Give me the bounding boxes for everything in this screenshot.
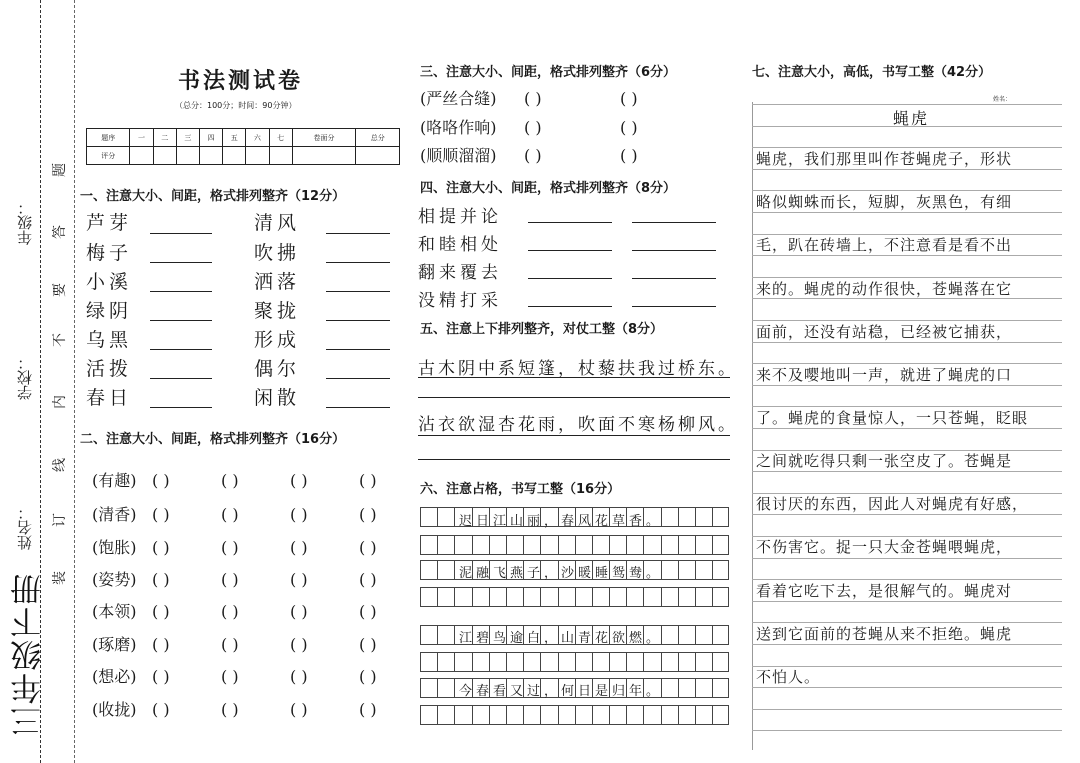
grid-cell[interactable] bbox=[661, 678, 678, 698]
section2-word: (姿势) bbox=[92, 570, 137, 589]
grid-cell[interactable] bbox=[609, 535, 626, 555]
seal-char: 线 bbox=[52, 458, 68, 472]
grid-cell[interactable] bbox=[626, 652, 643, 672]
section2-row bbox=[92, 599, 428, 622]
score-header-cell: 二 bbox=[153, 129, 176, 147]
section6-line: 江碧鸟逾白，山青花欲燃。 bbox=[459, 631, 664, 646]
answer-paren[interactable]: ( ) bbox=[290, 538, 308, 557]
seal-char: 装 bbox=[52, 571, 68, 585]
ruled-line bbox=[752, 255, 1062, 256]
section3-word: (顺顺溜溜) bbox=[420, 146, 497, 165]
section4-word: 和睦相处 bbox=[418, 235, 502, 255]
section3-row bbox=[420, 86, 716, 109]
answer-paren[interactable]: ( ) bbox=[290, 700, 308, 719]
passage-line: 略似蜘蛛而长，短脚，灰黑色，有细 bbox=[756, 193, 1013, 211]
section1-right-word: 偶尔 bbox=[254, 358, 301, 380]
section1-right-word: 形成 bbox=[254, 329, 301, 351]
writing-blank[interactable] bbox=[528, 278, 612, 279]
section5-heading: 五、注意上下排列整齐，对仗工整（8分） bbox=[420, 322, 664, 337]
score-header-cell: 卷面分 bbox=[292, 129, 356, 147]
grid-cell[interactable] bbox=[472, 535, 489, 555]
section3-word: (严丝合缝) bbox=[420, 89, 497, 108]
answer-paren[interactable]: ( ) bbox=[221, 602, 239, 621]
grid-cell[interactable] bbox=[661, 705, 678, 725]
grid-cell[interactable] bbox=[575, 587, 592, 607]
grid-cell[interactable] bbox=[695, 652, 712, 672]
grid-cell[interactable] bbox=[523, 705, 540, 725]
score-header-cell: 一 bbox=[130, 129, 153, 147]
grid-cell[interactable] bbox=[712, 678, 729, 698]
grid-cell[interactable] bbox=[472, 705, 489, 725]
answer-paren[interactable]: ( ) bbox=[152, 471, 170, 490]
answer-paren[interactable]: ( ) bbox=[524, 89, 542, 108]
grid-cell[interactable] bbox=[489, 535, 506, 555]
section2-heading: 二、注意大小、间距，格式排列整齐（16分） bbox=[80, 432, 346, 447]
grid-cell[interactable] bbox=[437, 507, 454, 527]
grid-cell[interactable] bbox=[523, 652, 540, 672]
score-cell[interactable] bbox=[356, 147, 400, 165]
writing-blank[interactable] bbox=[632, 278, 716, 279]
section2-row bbox=[92, 664, 428, 687]
grid-cell[interactable] bbox=[437, 587, 454, 607]
section2-row bbox=[92, 697, 428, 720]
binding-line-inner bbox=[74, 0, 75, 763]
writing-blank[interactable] bbox=[418, 397, 730, 398]
answer-paren[interactable]: ( ) bbox=[359, 538, 377, 557]
score-header-cell: 五 bbox=[223, 129, 246, 147]
score-table-score-row bbox=[87, 147, 400, 165]
writing-blank[interactable] bbox=[326, 349, 390, 350]
grid-cell[interactable] bbox=[420, 535, 437, 555]
writing-blank[interactable] bbox=[150, 320, 212, 321]
passage-line: 来的。蝇虎的动作很快，苍蝇落在它 bbox=[756, 280, 1013, 298]
grid-cell[interactable] bbox=[712, 705, 729, 725]
grid-cell[interactable] bbox=[643, 705, 660, 725]
grid-cell[interactable] bbox=[678, 507, 695, 527]
grid-cell[interactable] bbox=[540, 535, 557, 555]
answer-paren[interactable]: ( ) bbox=[290, 471, 308, 490]
grid-cell[interactable] bbox=[454, 652, 471, 672]
grid-cell[interactable] bbox=[712, 507, 729, 527]
ruled-line bbox=[752, 558, 1062, 559]
section1-left-word: 小溪 bbox=[86, 271, 133, 293]
grid-cell[interactable] bbox=[678, 652, 695, 672]
section1-right-word: 聚拢 bbox=[254, 300, 301, 322]
score-header-cell: 四 bbox=[199, 129, 222, 147]
section1-right-word: 清风 bbox=[254, 212, 301, 234]
passage-line: 来不及嘤地叫一声，就进了蝇虎的口 bbox=[756, 366, 1013, 384]
grid-cell[interactable] bbox=[437, 535, 454, 555]
score-cell[interactable] bbox=[292, 147, 356, 165]
section6-line: 泥融飞燕子，沙暖睡鸳鸯。 bbox=[459, 566, 664, 581]
answer-paren[interactable]: ( ) bbox=[290, 505, 308, 524]
school-label: 学校： bbox=[16, 355, 34, 400]
score-cell[interactable] bbox=[153, 147, 176, 165]
grid-cell[interactable] bbox=[437, 625, 454, 645]
answer-paren[interactable]: ( ) bbox=[152, 667, 170, 686]
answer-paren[interactable]: ( ) bbox=[221, 471, 239, 490]
answer-paren[interactable]: ( ) bbox=[290, 602, 308, 621]
section2-row bbox=[92, 468, 428, 491]
grid-cell[interactable] bbox=[712, 535, 729, 555]
grid-cell[interactable] bbox=[575, 705, 592, 725]
grid-cell[interactable] bbox=[712, 587, 729, 607]
grid-cell[interactable] bbox=[575, 535, 592, 555]
writing-blank[interactable] bbox=[326, 378, 390, 379]
answer-paren[interactable]: ( ) bbox=[152, 700, 170, 719]
ruled-line bbox=[752, 687, 1062, 688]
grid-cell[interactable] bbox=[626, 587, 643, 607]
score-cell[interactable] bbox=[246, 147, 269, 165]
grid-row bbox=[420, 587, 730, 607]
passage-line: 毛，趴在砖墙上，不注意看是看不出 bbox=[756, 236, 1013, 254]
section1-left-word: 乌黑 bbox=[86, 329, 133, 351]
ruled-line bbox=[752, 709, 1062, 710]
answer-paren[interactable]: ( ) bbox=[221, 570, 239, 589]
seal-char: 不 bbox=[52, 333, 68, 347]
section1-left-word: 活拨 bbox=[86, 358, 133, 380]
grid-cell[interactable] bbox=[678, 560, 695, 580]
writing-blank[interactable] bbox=[418, 377, 730, 378]
grid-cell[interactable] bbox=[420, 705, 437, 725]
section4-heading: 四、注意大小、间距，格式排列整齐（8分） bbox=[420, 181, 677, 196]
grid-cell[interactable] bbox=[678, 535, 695, 555]
seal-char: 题 bbox=[52, 163, 68, 177]
grid-cell[interactable] bbox=[420, 560, 437, 580]
grid-cell[interactable] bbox=[575, 652, 592, 672]
section1-heading: 一、注意大小、间距，格式排列整齐（12分） bbox=[80, 189, 346, 204]
section2-row bbox=[92, 535, 428, 558]
section5-line: 古木阴中系短篷，杖藜扶我过桥东。 bbox=[418, 359, 738, 379]
grid-cell[interactable] bbox=[523, 587, 540, 607]
grid-cell[interactable] bbox=[420, 507, 437, 527]
ruled-line bbox=[752, 212, 1062, 213]
writing-blank[interactable] bbox=[326, 291, 390, 292]
section2-word: (清香) bbox=[92, 505, 137, 524]
grid-cell[interactable] bbox=[420, 625, 437, 645]
section1-right-word: 吹拂 bbox=[254, 242, 301, 264]
section2-word: (想必) bbox=[92, 667, 137, 686]
grid-cell[interactable] bbox=[437, 652, 454, 672]
section6-heading: 六、注意占格，书写工整（16分） bbox=[420, 482, 621, 497]
grid-cell[interactable] bbox=[661, 507, 678, 527]
writing-blank[interactable] bbox=[150, 262, 212, 263]
answer-paren[interactable]: ( ) bbox=[152, 505, 170, 524]
grid-cell[interactable] bbox=[540, 705, 557, 725]
grid-cell[interactable] bbox=[489, 587, 506, 607]
grid-cell[interactable] bbox=[420, 678, 437, 698]
ruled-line bbox=[752, 104, 1062, 105]
grid-cell[interactable] bbox=[695, 507, 712, 527]
grid-cell[interactable] bbox=[695, 625, 712, 645]
seal-char: 答 bbox=[52, 225, 68, 239]
section4-word: 没精打采 bbox=[418, 291, 502, 311]
writing-blank[interactable] bbox=[632, 306, 716, 307]
section2-row bbox=[92, 502, 428, 525]
grid-cell[interactable] bbox=[558, 652, 575, 672]
answer-paren[interactable]: ( ) bbox=[221, 667, 239, 686]
grid-cell[interactable] bbox=[678, 625, 695, 645]
writing-blank[interactable] bbox=[326, 320, 390, 321]
score-header-cell: 题序 bbox=[87, 129, 130, 147]
grid-cell[interactable] bbox=[661, 560, 678, 580]
writing-blank[interactable] bbox=[632, 222, 716, 223]
grid-cell[interactable] bbox=[592, 587, 609, 607]
grid-cell[interactable] bbox=[609, 705, 626, 725]
grid-cell[interactable] bbox=[661, 625, 678, 645]
section1-right-word: 闲散 bbox=[254, 387, 301, 409]
passage-line: 蝇虎，我们那里叫作苍蝇虎子，形状 bbox=[756, 150, 1013, 168]
grid-cell[interactable] bbox=[661, 587, 678, 607]
seal-char: 要 bbox=[52, 283, 68, 297]
section7-passage-title: 蝇虎 bbox=[893, 109, 930, 128]
section4-word: 相提并论 bbox=[418, 207, 502, 227]
answer-paren[interactable]: ( ) bbox=[359, 471, 377, 490]
score-cell[interactable] bbox=[223, 147, 246, 165]
passage-line: 看着它吃下去，是很解气的。蝇虎对 bbox=[756, 582, 1013, 600]
grid-cell[interactable] bbox=[695, 535, 712, 555]
grid-cell[interactable] bbox=[661, 652, 678, 672]
grade-volume-label: 三年级下册 bbox=[11, 572, 47, 737]
answer-paren[interactable]: ( ) bbox=[221, 700, 239, 719]
answer-paren[interactable]: ( ) bbox=[221, 538, 239, 557]
grid-cell[interactable] bbox=[506, 705, 523, 725]
score-row-label: 评分 bbox=[87, 147, 130, 165]
section2-word: (有趣) bbox=[92, 471, 137, 490]
writing-blank[interactable] bbox=[326, 407, 390, 408]
grid-cell[interactable] bbox=[661, 535, 678, 555]
grid-cell[interactable] bbox=[540, 652, 557, 672]
grid-cell[interactable] bbox=[558, 587, 575, 607]
seal-char: 内 bbox=[52, 395, 68, 409]
section2-word: (本领) bbox=[92, 602, 137, 621]
grid-cell[interactable] bbox=[506, 535, 523, 555]
answer-paren[interactable]: ( ) bbox=[359, 505, 377, 524]
section5-line: 沾衣欲湿杏花雨，吹面不寒杨柳风。 bbox=[418, 415, 738, 435]
grid-cell[interactable] bbox=[454, 535, 471, 555]
passage-line: 之间就吃得只剩一张空皮了。苍蝇是 bbox=[756, 452, 1013, 470]
ruled-line bbox=[752, 471, 1062, 472]
answer-paren[interactable]: ( ) bbox=[290, 570, 308, 589]
answer-paren[interactable]: ( ) bbox=[152, 635, 170, 654]
writing-blank[interactable] bbox=[326, 233, 390, 234]
answer-paren[interactable]: ( ) bbox=[152, 602, 170, 621]
grid-cell[interactable] bbox=[609, 587, 626, 607]
section1-right-word: 洒落 bbox=[254, 271, 301, 293]
grid-cell[interactable] bbox=[712, 625, 729, 645]
writing-blank[interactable] bbox=[150, 233, 212, 234]
section1-left-word: 绿阴 bbox=[86, 300, 133, 322]
writing-blank[interactable] bbox=[326, 262, 390, 263]
score-header-cell: 总分 bbox=[356, 129, 400, 147]
writing-blank[interactable] bbox=[150, 291, 212, 292]
ruled-line bbox=[752, 644, 1062, 645]
grid-row bbox=[420, 535, 730, 555]
answer-paren[interactable]: ( ) bbox=[524, 118, 542, 137]
ruled-line bbox=[752, 514, 1062, 515]
grid-cell[interactable] bbox=[695, 678, 712, 698]
answer-paren[interactable]: ( ) bbox=[620, 146, 638, 165]
section6-line: 迟日江山丽，春风花草香。 bbox=[459, 514, 664, 529]
grid-cell[interactable] bbox=[592, 652, 609, 672]
ruled-line bbox=[752, 428, 1062, 429]
grid-cell[interactable] bbox=[454, 587, 471, 607]
grid-cell[interactable] bbox=[489, 652, 506, 672]
grid-row bbox=[420, 705, 730, 725]
section3-row bbox=[420, 115, 716, 138]
answer-paren[interactable]: ( ) bbox=[359, 570, 377, 589]
passage-line: 送到它面前的苍蝇从来不拒绝。蝇虎 bbox=[756, 625, 1013, 643]
writing-blank[interactable] bbox=[150, 407, 212, 408]
answer-paren[interactable]: ( ) bbox=[620, 89, 638, 108]
score-table bbox=[86, 128, 400, 165]
grid-cell[interactable] bbox=[558, 535, 575, 555]
writing-blank[interactable] bbox=[418, 435, 730, 436]
grid-cell[interactable] bbox=[472, 652, 489, 672]
grid-cell[interactable] bbox=[609, 652, 626, 672]
grid-cell[interactable] bbox=[437, 705, 454, 725]
grid-cell[interactable] bbox=[489, 705, 506, 725]
grid-cell[interactable] bbox=[678, 678, 695, 698]
writing-blank[interactable] bbox=[150, 378, 212, 379]
grid-cell[interactable] bbox=[678, 705, 695, 725]
grid-cell[interactable] bbox=[454, 705, 471, 725]
grid-cell[interactable] bbox=[712, 560, 729, 580]
passage-line: 很讨厌的东西，因此人对蝇虎有好感， bbox=[756, 495, 1029, 513]
grid-cell[interactable] bbox=[472, 587, 489, 607]
seal-char: 订 bbox=[52, 513, 68, 527]
grid-row bbox=[420, 652, 730, 672]
binding-margin bbox=[0, 0, 80, 763]
grid-cell[interactable] bbox=[558, 705, 575, 725]
grid-cell[interactable] bbox=[506, 652, 523, 672]
section1-left-word: 梅子 bbox=[86, 242, 133, 264]
answer-paren[interactable]: ( ) bbox=[359, 667, 377, 686]
grid-cell[interactable] bbox=[592, 705, 609, 725]
answer-paren[interactable]: ( ) bbox=[290, 667, 308, 686]
score-header-cell: 七 bbox=[269, 129, 292, 147]
seal-line-text bbox=[52, 160, 72, 600]
section3-row bbox=[420, 143, 716, 166]
writing-blank[interactable] bbox=[632, 250, 716, 251]
writing-blank[interactable] bbox=[528, 250, 612, 251]
score-table-header-row bbox=[87, 129, 400, 147]
ruled-line bbox=[752, 730, 1062, 731]
page-title: 书法测试卷 bbox=[178, 69, 304, 94]
grid-cell[interactable] bbox=[420, 587, 437, 607]
grid-cell[interactable] bbox=[626, 705, 643, 725]
passage-line: 面前，还没有站稳，已经被它捕获， bbox=[756, 323, 1013, 341]
passage-line: 不怕人。 bbox=[756, 668, 821, 686]
passage-line: 不伤害它。捉一只大金苍蝇喂蝇虎， bbox=[756, 538, 1013, 556]
page-subtitle: （总分：100分；时间：90分钟） bbox=[175, 101, 297, 110]
answer-paren[interactable]: ( ) bbox=[620, 118, 638, 137]
grid-cell[interactable] bbox=[626, 535, 643, 555]
writing-blank[interactable] bbox=[150, 349, 212, 350]
writing-blank[interactable] bbox=[528, 222, 612, 223]
grid-cell[interactable] bbox=[540, 587, 557, 607]
grid-cell[interactable] bbox=[712, 652, 729, 672]
section7-heading: 七、注意大小，高低，书写工整（42分） bbox=[752, 65, 992, 80]
section3-heading: 三、注意大小、间距，格式排列整齐（6分） bbox=[420, 65, 677, 80]
answer-paren[interactable]: ( ) bbox=[290, 635, 308, 654]
answer-paren[interactable]: ( ) bbox=[359, 635, 377, 654]
score-header-cell: 六 bbox=[246, 129, 269, 147]
section3-word: (咯咯作响) bbox=[420, 118, 497, 137]
grid-cell[interactable] bbox=[437, 678, 454, 698]
answer-paren[interactable]: ( ) bbox=[152, 538, 170, 557]
answer-paren[interactable]: ( ) bbox=[524, 146, 542, 165]
grid-cell[interactable] bbox=[420, 652, 437, 672]
section6-line: 今春看又过，何日是归年。 bbox=[459, 684, 664, 699]
name-label: 姓名： bbox=[16, 505, 34, 550]
grade-label: 年级： bbox=[16, 200, 34, 245]
grid-cell[interactable] bbox=[523, 535, 540, 555]
section2-word: (收拢) bbox=[92, 700, 137, 719]
score-header-cell: 三 bbox=[176, 129, 199, 147]
answer-paren[interactable]: ( ) bbox=[359, 700, 377, 719]
section2-word: (琢磨) bbox=[92, 635, 137, 654]
score-cell[interactable] bbox=[269, 147, 292, 165]
answer-paren[interactable]: ( ) bbox=[221, 505, 239, 524]
writing-blank[interactable] bbox=[528, 306, 612, 307]
passage-line: 了。蝇虎的食量惊人，一只苍蝇，眨眼 bbox=[756, 409, 1029, 427]
answer-paren[interactable]: ( ) bbox=[359, 602, 377, 621]
answer-paren[interactable]: ( ) bbox=[152, 570, 170, 589]
score-cell[interactable] bbox=[199, 147, 222, 165]
section2-row bbox=[92, 632, 428, 655]
answer-paren[interactable]: ( ) bbox=[221, 635, 239, 654]
grid-cell[interactable] bbox=[695, 560, 712, 580]
section2-word: (饱胀) bbox=[92, 538, 137, 557]
grid-cell[interactable] bbox=[643, 535, 660, 555]
section1-left-word: 芦芽 bbox=[86, 212, 133, 234]
grid-cell[interactable] bbox=[592, 535, 609, 555]
section4-word: 翻来覆去 bbox=[418, 263, 502, 283]
grid-cell[interactable] bbox=[437, 560, 454, 580]
grid-cell[interactable] bbox=[695, 705, 712, 725]
score-cell[interactable] bbox=[176, 147, 199, 165]
grid-cell[interactable] bbox=[695, 587, 712, 607]
grid-cell[interactable] bbox=[643, 587, 660, 607]
grid-cell[interactable] bbox=[643, 652, 660, 672]
writing-blank[interactable] bbox=[418, 459, 730, 460]
grid-cell[interactable] bbox=[506, 587, 523, 607]
section2-row bbox=[92, 567, 428, 590]
section7-name-label: 姓名： bbox=[993, 96, 1012, 103]
section1-left-word: 春日 bbox=[86, 387, 133, 409]
score-cell[interactable] bbox=[130, 147, 153, 165]
grid-cell[interactable] bbox=[678, 587, 695, 607]
